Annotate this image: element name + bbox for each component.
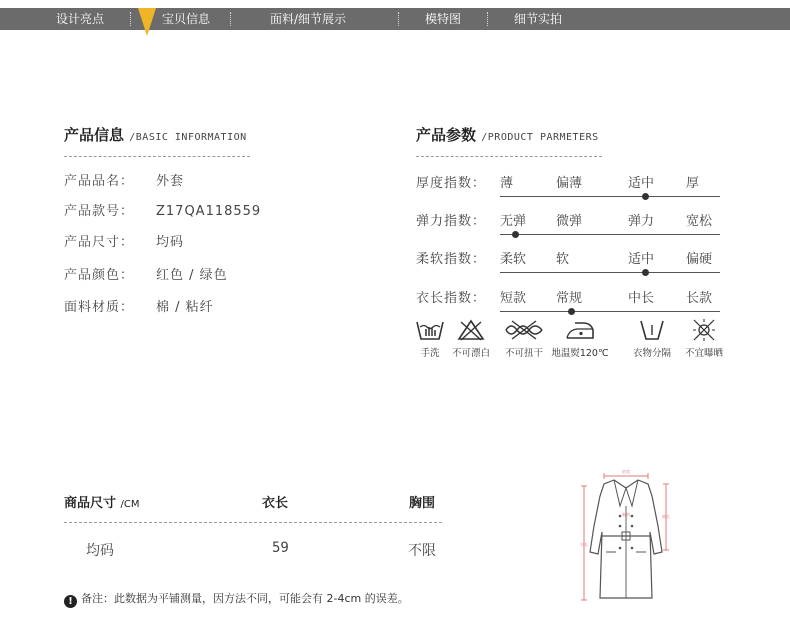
param-indicator-dot <box>642 269 649 276</box>
size-value-chest: 不限 <box>408 543 436 559</box>
product-info-heading <box>64 124 247 145</box>
nav-divider <box>230 12 231 26</box>
param-scale-line <box>500 311 720 312</box>
param-option: 厚 <box>686 176 700 191</box>
param-option: 中长 <box>628 291 655 306</box>
param-option: 弹力 <box>628 214 655 229</box>
divider <box>64 156 250 157</box>
info-row <box>64 264 228 283</box>
divider <box>416 156 602 157</box>
nav-item-product-info[interactable]: 宝贝信息 <box>162 12 211 26</box>
param-option: 无弹 <box>500 214 527 229</box>
coat-measurement-diagram <box>578 466 674 606</box>
param-option: 偏薄 <box>556 176 583 191</box>
info-row <box>64 200 261 219</box>
care-label: 不宜曝晒 <box>684 348 723 359</box>
warning-icon: ! <box>64 595 77 608</box>
info-label: 面料材质： <box>64 300 135 315</box>
diagram-label-sleeve: 袖长 <box>662 514 670 519</box>
size-unit: /CM <box>120 499 140 510</box>
param-option: 柔软 <box>500 252 527 267</box>
info-row <box>64 296 214 315</box>
size-value-length: 59 <box>272 540 289 556</box>
info-row <box>64 170 184 189</box>
param-label: 厚度指数： <box>416 176 487 191</box>
param-scale-line <box>500 272 720 273</box>
param-scale-line <box>500 234 720 235</box>
param-indicator-dot <box>642 193 649 200</box>
separate-wash-icon <box>637 318 667 342</box>
param-option: 宽松 <box>686 214 713 229</box>
param-option: 长款 <box>686 291 713 306</box>
info-value: 红色 / 绿色 <box>156 268 228 283</box>
diagram-label-shoulder: 肩宽 <box>622 469 630 474</box>
info-label: 产品款号： <box>64 204 135 219</box>
care-label: 地温熨120℃ <box>551 348 609 359</box>
info-value: 棉 / 粘纤 <box>156 300 214 315</box>
care-item <box>674 318 734 359</box>
size-header-length: 衣长 <box>262 496 289 511</box>
info-value: 均码 <box>156 235 185 250</box>
info-value: Z17QA118559 <box>156 204 262 219</box>
care-item <box>622 318 682 359</box>
nav-item-fabric[interactable]: 面料/细节展示 <box>270 12 347 26</box>
param-option: 适中 <box>628 252 655 267</box>
size-header-size: 商品尺寸 /CM <box>64 496 140 511</box>
param-indicator-dot <box>512 231 519 238</box>
info-value: 外套 <box>156 174 185 189</box>
product-info-subtitle: /BASIC INFORMATION <box>129 132 247 143</box>
nav-item-model[interactable]: 模特图 <box>425 12 462 26</box>
care-item <box>441 318 501 359</box>
param-label: 柔软指数： <box>416 252 487 267</box>
param-option: 短款 <box>500 291 527 306</box>
param-option: 偏硬 <box>686 252 713 267</box>
product-params-subtitle: /PRODUCT PARMETERS <box>481 132 599 143</box>
param-indicator-dot <box>568 308 575 315</box>
care-item <box>550 318 610 359</box>
param-option: 适中 <box>628 176 655 191</box>
diagram-label-length: 衣长 <box>580 542 588 547</box>
nav-divider <box>130 12 131 26</box>
param-scale-line <box>500 196 720 197</box>
info-row <box>64 231 184 250</box>
low-iron-icon <box>563 318 597 342</box>
param-option: 软 <box>556 252 570 267</box>
nav-item-detail[interactable]: 细节实拍 <box>514 12 563 26</box>
care-label: 手洗 <box>420 348 440 359</box>
param-label: 衣长指数： <box>416 291 487 306</box>
top-border-decoration <box>0 0 790 8</box>
top-nav <box>0 8 790 30</box>
product-info-title: 产品信息 <box>64 126 125 144</box>
care-label: 衣物分隔 <box>632 348 671 359</box>
diagram-label-chest: 胸围 <box>622 512 630 517</box>
care-label: 不可漂白 <box>451 348 490 359</box>
info-label: 产品品名： <box>64 174 135 189</box>
param-option: 微弹 <box>556 214 583 229</box>
param-label: 弹力指数： <box>416 214 487 229</box>
no-sun-icon <box>689 318 719 342</box>
nav-divider <box>487 12 488 26</box>
param-option: 常规 <box>556 291 583 306</box>
note-text: 备注：此数据为平铺测量，因方法不同，可能会有 2-4cm 的误差。 <box>81 592 409 605</box>
nav-item-design[interactable]: 设计亮点 <box>56 12 105 26</box>
info-label: 产品尺寸： <box>64 235 135 250</box>
product-params-title: 产品参数 <box>416 126 477 144</box>
info-label: 产品颜色： <box>64 268 135 283</box>
care-label: 不可扭干 <box>504 348 543 359</box>
measurement-note <box>64 590 409 608</box>
param-option: 薄 <box>500 176 514 191</box>
divider <box>64 522 442 523</box>
active-nav-marker-icon <box>138 8 156 36</box>
product-params-heading <box>416 124 599 145</box>
no-bleach-icon <box>456 318 486 342</box>
size-value-size: 均码 <box>86 543 114 559</box>
size-header-chest: 胸围 <box>409 496 436 511</box>
care-item <box>494 318 554 359</box>
nav-divider <box>398 12 399 26</box>
no-wring-icon <box>503 318 545 342</box>
